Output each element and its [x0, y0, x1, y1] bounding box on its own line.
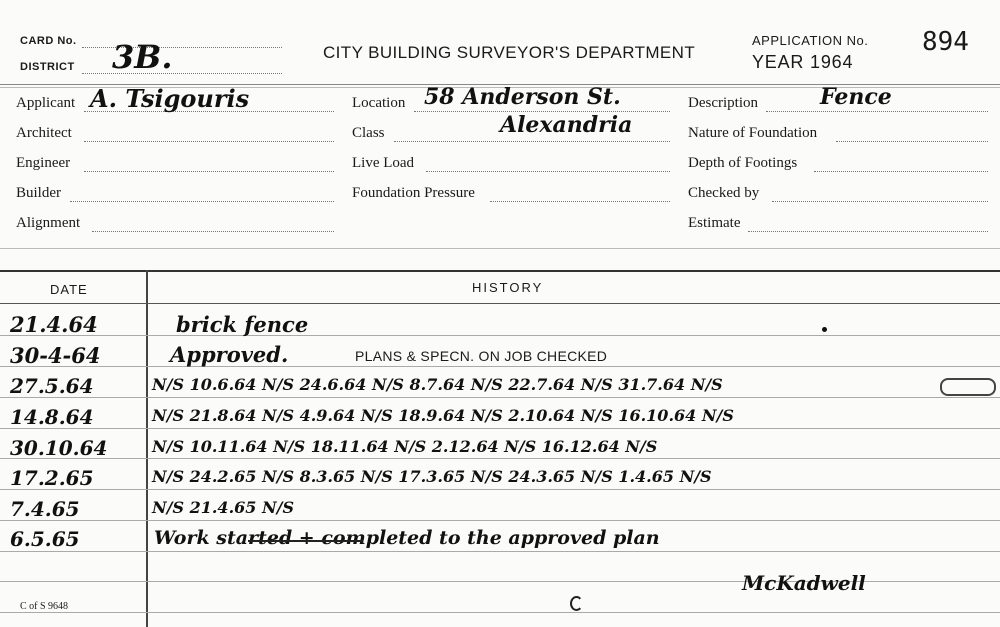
- history-header: HISTORY: [472, 280, 544, 295]
- engineer-line: [84, 171, 334, 172]
- ruled-line: [0, 458, 1000, 459]
- class-line: [394, 141, 670, 142]
- applicant-label: Applicant: [16, 95, 76, 111]
- ruled-line: [0, 366, 1000, 367]
- row-entry: N/S 24.2.65 N/S 8.3.65 N/S 17.3.65 N/S 24.3.65 N/S 1.4.65 N/S: [152, 467, 712, 486]
- paper-clip-mark: [940, 378, 996, 396]
- card-no-label: CARD No.: [20, 35, 77, 47]
- live-load-label: Live Load: [352, 155, 415, 171]
- signature: McKadwell: [742, 571, 866, 595]
- architect-line: [84, 141, 334, 142]
- row-date: 17.2.65: [10, 466, 94, 490]
- ruled-line: [0, 489, 1000, 490]
- year-label: YEAR 1964: [752, 52, 854, 72]
- table-top-border: [0, 270, 1000, 272]
- builder-line: [70, 201, 334, 202]
- ruled-line: [0, 520, 1000, 521]
- class-value: Alexandria: [500, 112, 633, 138]
- checked-by-label: Checked by: [688, 185, 760, 201]
- row-date: 14.8.64: [10, 405, 94, 429]
- depth-of-footings-line: [814, 171, 988, 172]
- application-no-value: 894: [922, 27, 969, 57]
- ruled-line: [0, 335, 1000, 336]
- district-label: DISTRICT: [20, 61, 75, 73]
- live-load-line: [426, 171, 670, 172]
- estimate-label: Estimate: [688, 215, 741, 231]
- applicant-value: A. Tsigouris: [90, 84, 250, 113]
- nature-of-foundation-line: [836, 141, 988, 142]
- row-entry: Work started + completed to the approved plan: [154, 527, 660, 549]
- row-date: 30.10.64: [10, 436, 108, 460]
- fields-bottom-line: [0, 248, 1000, 249]
- ruled-line: [0, 428, 1000, 429]
- description-line: [766, 111, 988, 112]
- ink-dot: [822, 327, 827, 332]
- nature-of-foundation-label: Nature of Foundation: [688, 125, 818, 141]
- foundation-pressure-line: [490, 201, 670, 202]
- description-label: Description: [688, 95, 758, 111]
- row-entry: N/S 10.6.64 N/S 24.6.64 N/S 8.7.64 N/S 22.7.64 N/S 31.7.64 N/S: [152, 375, 723, 394]
- estimate-line: [748, 231, 988, 232]
- row-date: 7.4.65: [10, 497, 80, 521]
- ruled-line: [0, 397, 1000, 398]
- class-label: Class: [352, 125, 385, 141]
- row-date: 30-4-64: [10, 343, 101, 368]
- row-stamp: PLANS & SPECN. ON JOB CHECKED: [355, 348, 608, 364]
- row-entry: Approved.: [170, 342, 289, 367]
- row-date: 21.4.64: [10, 312, 98, 337]
- strikethrough-mark: [248, 540, 363, 542]
- form-number: C of S 9648: [20, 601, 69, 612]
- table-header-line: [0, 303, 1000, 304]
- application-no-label: APPLICATION No.: [752, 33, 869, 48]
- description-value: Fence: [820, 84, 892, 110]
- date-column-divider: [146, 270, 148, 627]
- engineer-label: Engineer: [16, 155, 71, 171]
- alignment-line: [92, 231, 334, 232]
- depth-of-footings-label: Depth of Footings: [688, 155, 798, 171]
- location-label: Location: [352, 95, 406, 111]
- date-header: DATE: [50, 282, 88, 297]
- alignment-label: Alignment: [16, 215, 81, 231]
- card-value: 3B.: [112, 38, 173, 76]
- ruled-line: [0, 551, 1000, 552]
- row-entry: brick fence: [176, 312, 309, 337]
- row-entry: N/S 21.4.65 N/S: [152, 498, 294, 517]
- ruled-line: [0, 612, 1000, 613]
- row-date: 27.5.64: [10, 374, 94, 398]
- checked-by-line: [772, 201, 988, 202]
- builder-label: Builder: [16, 185, 61, 201]
- location-value: 58 Anderson St.: [424, 84, 621, 110]
- row-date: 6.5.65: [10, 527, 80, 551]
- department-title: CITY BUILDING SURVEYOR'S DEPARTMENT: [323, 43, 696, 62]
- ink-mark: [570, 596, 583, 611]
- row-entry: N/S 21.8.64 N/S 4.9.64 N/S 18.9.64 N/S 2.10.64 N/S 16.10.64 N/S: [152, 406, 734, 425]
- foundation-pressure-label: Foundation Pressure: [352, 185, 475, 201]
- architect-label: Architect: [16, 125, 72, 141]
- row-entry: N/S 10.11.64 N/S 18.11.64 N/S 2.12.64 N/S 16.12.64 N/S: [152, 437, 658, 456]
